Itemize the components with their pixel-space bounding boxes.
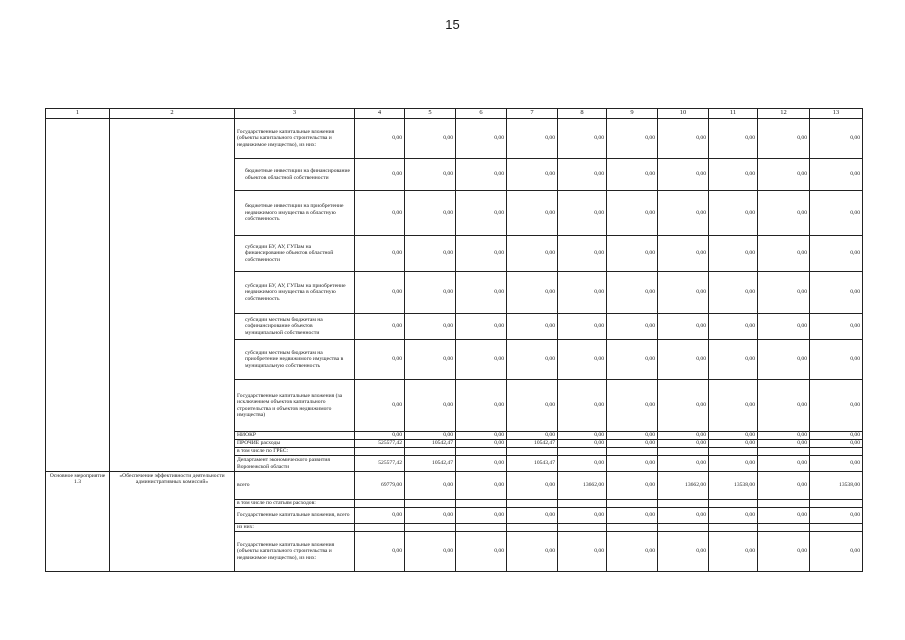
value-cell: 0,00 (507, 119, 558, 159)
value-cell (709, 524, 758, 532)
value-cell: 0,00 (658, 532, 709, 572)
column-number: 11 (709, 109, 758, 119)
value-cell: 0,00 (810, 432, 863, 440)
value-cell: 0,00 (405, 159, 456, 191)
expense-label: из них: (235, 524, 355, 532)
value-cell: 0,00 (507, 432, 558, 440)
activity-title-cell: «Обеспечение эффективности деятельности административных комиссий» (110, 472, 235, 572)
expense-label: бюджетные инвестиции на финансирование объектов областной собственности (235, 159, 355, 191)
value-cell: 0,00 (658, 159, 709, 191)
expense-label: всего (235, 472, 355, 500)
value-cell: 0,00 (758, 432, 810, 440)
value-cell: 0,00 (709, 191, 758, 236)
value-cell: 0,00 (607, 340, 658, 380)
value-cell: 13538,00 (709, 472, 758, 500)
value-cell (405, 524, 456, 532)
value-cell: 0,00 (758, 472, 810, 500)
value-cell (355, 448, 405, 456)
value-cell: 0,00 (507, 508, 558, 524)
value-cell: 0,00 (758, 314, 810, 340)
value-cell: 0,00 (709, 432, 758, 440)
value-cell: 525577,42 (355, 456, 405, 472)
value-cell (607, 524, 658, 532)
value-cell: 0,00 (709, 440, 758, 448)
expense-label: Государственные капитальные вложения (за исключением объектов капитального строительства и объектов недвижимого имущества) (235, 380, 355, 432)
value-cell (507, 448, 558, 456)
value-cell: 0,00 (507, 314, 558, 340)
value-cell: 0,00 (456, 472, 507, 500)
value-cell: 0,00 (758, 236, 810, 272)
table-row (46, 119, 863, 159)
value-cell (355, 500, 405, 508)
value-cell: 0,00 (607, 472, 658, 500)
value-cell: 0,00 (658, 236, 709, 272)
value-cell: 0,00 (507, 532, 558, 572)
expense-label: Государственные капитальные вложения (объекты капитального строительства и недвижимое имущество), из них: (235, 119, 355, 159)
value-cell: 0,00 (810, 272, 863, 314)
value-cell (558, 524, 607, 532)
value-cell: 0,00 (456, 456, 507, 472)
value-cell: 0,00 (658, 191, 709, 236)
value-cell: 0,00 (456, 314, 507, 340)
value-cell: 0,00 (456, 191, 507, 236)
value-cell: 0,00 (810, 440, 863, 448)
value-cell: 0,00 (810, 340, 863, 380)
value-cell (607, 500, 658, 508)
value-cell (810, 448, 863, 456)
value-cell: 0,00 (405, 272, 456, 314)
value-cell: 0,00 (810, 508, 863, 524)
value-cell: 0,00 (810, 119, 863, 159)
value-cell: 0,00 (558, 508, 607, 524)
column-number: 12 (758, 109, 810, 119)
column-number: 7 (507, 109, 558, 119)
value-cell: 0,00 (658, 340, 709, 380)
value-cell: 0,00 (558, 272, 607, 314)
value-cell (709, 500, 758, 508)
value-cell: 10543,47 (507, 456, 558, 472)
value-cell: 0,00 (355, 432, 405, 440)
value-cell (709, 448, 758, 456)
value-cell: 0,00 (405, 508, 456, 524)
value-cell (558, 448, 607, 456)
value-cell: 13662,00 (558, 472, 607, 500)
value-cell: 0,00 (658, 508, 709, 524)
expense-label: в том числе по статьям расходов: (235, 500, 355, 508)
value-cell: 0,00 (355, 119, 405, 159)
value-cell: 0,00 (810, 159, 863, 191)
value-cell: 0,00 (456, 340, 507, 380)
column-number: 9 (607, 109, 658, 119)
expense-label: субсидии местным бюджетам на софинансирование объектов муниципальной собственности (235, 314, 355, 340)
value-cell: 0,00 (405, 432, 456, 440)
value-cell: 10542,47 (405, 440, 456, 448)
expense-label: НИОКР (235, 432, 355, 440)
value-cell: 0,00 (709, 314, 758, 340)
table-row (46, 472, 863, 500)
value-cell: 0,00 (758, 119, 810, 159)
value-cell: 0,00 (810, 236, 863, 272)
column-number: 13 (810, 109, 863, 119)
value-cell: 0,00 (355, 508, 405, 524)
value-cell: 0,00 (758, 440, 810, 448)
value-cell (758, 524, 810, 532)
expense-label: субсидии местным бюджетам на приобретение недвижимого имущества в муниципальную собственность (235, 340, 355, 380)
value-cell (355, 524, 405, 532)
column-number: 4 (355, 109, 405, 119)
value-cell: 0,00 (558, 380, 607, 432)
value-cell: 0,00 (709, 119, 758, 159)
value-cell: 0,00 (558, 314, 607, 340)
value-cell: 0,00 (558, 432, 607, 440)
table-header-row (46, 109, 863, 119)
value-cell: 0,00 (810, 456, 863, 472)
value-cell: 0,00 (355, 340, 405, 380)
value-cell: 10542,47 (507, 440, 558, 448)
column-number: 6 (456, 109, 507, 119)
value-cell: 0,00 (758, 272, 810, 314)
value-cell: 0,00 (758, 532, 810, 572)
value-cell: 525577,42 (355, 440, 405, 448)
value-cell: 0,00 (355, 532, 405, 572)
value-cell: 0,00 (558, 159, 607, 191)
value-cell: 0,00 (607, 191, 658, 236)
value-cell: 0,00 (709, 532, 758, 572)
value-cell: 0,00 (810, 191, 863, 236)
value-cell: 0,00 (658, 119, 709, 159)
value-cell: 0,00 (558, 236, 607, 272)
value-cell (810, 500, 863, 508)
value-cell: 69779,00 (355, 472, 405, 500)
value-cell: 13662,00 (658, 472, 709, 500)
value-cell (456, 448, 507, 456)
value-cell: 0,00 (709, 272, 758, 314)
expense-label: Государственные капитальные вложения (объекты капитального строительства и недвижимое имущество), из них: (235, 532, 355, 572)
value-cell (507, 500, 558, 508)
value-cell: 0,00 (709, 456, 758, 472)
expense-label: Государственные капитальные вложения, всего (235, 508, 355, 524)
value-cell: 0,00 (658, 456, 709, 472)
value-cell: 0,00 (355, 159, 405, 191)
value-cell: 0,00 (355, 380, 405, 432)
value-cell: 0,00 (658, 380, 709, 432)
value-cell: 0,00 (709, 159, 758, 191)
value-cell (758, 448, 810, 456)
value-cell (456, 500, 507, 508)
column-number: 10 (658, 109, 709, 119)
value-cell: 0,00 (810, 380, 863, 432)
value-cell (507, 524, 558, 532)
value-cell: 0,00 (810, 314, 863, 340)
value-cell: 0,00 (507, 272, 558, 314)
value-cell (758, 500, 810, 508)
budget-table (45, 108, 863, 572)
value-cell: 0,00 (758, 380, 810, 432)
value-cell: 0,00 (507, 472, 558, 500)
value-cell: 0,00 (355, 236, 405, 272)
value-cell: 0,00 (758, 159, 810, 191)
column-number: 8 (558, 109, 607, 119)
value-cell: 0,00 (558, 456, 607, 472)
value-cell: 0,00 (607, 440, 658, 448)
value-cell: 0,00 (658, 440, 709, 448)
value-cell: 0,00 (607, 380, 658, 432)
value-cell: 0,00 (607, 508, 658, 524)
value-cell: 0,00 (607, 314, 658, 340)
expense-label: субсидии БУ, АУ, ГУПам на финансирование объектов областной собственности (235, 236, 355, 272)
column-number: 2 (110, 109, 235, 119)
activity-name-cell (110, 119, 235, 472)
value-cell: 0,00 (507, 191, 558, 236)
value-cell (810, 524, 863, 532)
value-cell: 0,00 (658, 432, 709, 440)
value-cell: 0,00 (558, 191, 607, 236)
value-cell: 0,00 (507, 380, 558, 432)
column-number: 1 (46, 109, 110, 119)
expense-label: Департамент экономического развития Воронежской области (235, 456, 355, 472)
value-cell: 0,00 (456, 440, 507, 448)
value-cell (658, 524, 709, 532)
value-cell: 0,00 (709, 236, 758, 272)
column-number: 5 (405, 109, 456, 119)
page-number: 15 (445, 17, 460, 32)
column-number: 3 (235, 109, 355, 119)
value-cell: 0,00 (607, 236, 658, 272)
value-cell: 0,00 (355, 272, 405, 314)
value-cell: 0,00 (456, 119, 507, 159)
value-cell: 0,00 (355, 314, 405, 340)
value-cell: 0,00 (607, 432, 658, 440)
value-cell: 0,00 (355, 191, 405, 236)
value-cell: 0,00 (558, 532, 607, 572)
value-cell: 0,00 (709, 380, 758, 432)
value-cell: 0,00 (456, 272, 507, 314)
value-cell: 0,00 (607, 159, 658, 191)
value-cell: 0,00 (607, 532, 658, 572)
value-cell: 13538,00 (810, 472, 863, 500)
value-cell: 0,00 (607, 272, 658, 314)
value-cell: 0,00 (405, 314, 456, 340)
value-cell: 0,00 (456, 236, 507, 272)
value-cell: 0,00 (405, 380, 456, 432)
value-cell (658, 448, 709, 456)
value-cell: 0,00 (758, 456, 810, 472)
value-cell: 0,00 (405, 532, 456, 572)
expense-label: в том числе по ГРБС: (235, 448, 355, 456)
value-cell: 0,00 (758, 191, 810, 236)
expense-label: бюджетные инвестиции на приобретение недвижимого имущества в областную собственность (235, 191, 355, 236)
value-cell: 0,00 (658, 314, 709, 340)
value-cell: 0,00 (405, 119, 456, 159)
value-cell: 0,00 (456, 380, 507, 432)
value-cell: 0,00 (405, 472, 456, 500)
value-cell: 10542,47 (405, 456, 456, 472)
value-cell: 0,00 (456, 159, 507, 191)
value-cell: 0,00 (810, 532, 863, 572)
value-cell: 0,00 (607, 119, 658, 159)
value-cell: 0,00 (405, 191, 456, 236)
value-cell: 0,00 (658, 272, 709, 314)
value-cell (607, 448, 658, 456)
activity-code-cell: Основное мероприятие 1.3 (46, 472, 110, 572)
value-cell: 0,00 (507, 236, 558, 272)
value-cell: 0,00 (558, 119, 607, 159)
value-cell: 0,00 (558, 340, 607, 380)
value-cell: 0,00 (758, 508, 810, 524)
value-cell (456, 524, 507, 532)
value-cell: 0,00 (507, 340, 558, 380)
expense-label: ПРОЧИЕ расходы (235, 440, 355, 448)
program-name-cell (46, 119, 110, 472)
value-cell: 0,00 (558, 440, 607, 448)
value-cell: 0,00 (507, 159, 558, 191)
value-cell: 0,00 (607, 456, 658, 472)
value-cell: 0,00 (758, 340, 810, 380)
value-cell (405, 448, 456, 456)
value-cell (405, 500, 456, 508)
value-cell (658, 500, 709, 508)
value-cell (558, 500, 607, 508)
value-cell: 0,00 (709, 508, 758, 524)
value-cell: 0,00 (456, 508, 507, 524)
value-cell: 0,00 (405, 340, 456, 380)
value-cell: 0,00 (456, 432, 507, 440)
value-cell: 0,00 (709, 340, 758, 380)
value-cell: 0,00 (456, 532, 507, 572)
expense-label: субсидии БУ, АУ, ГУПам на приобретение недвижимого имущества в областную собственность (235, 272, 355, 314)
value-cell: 0,00 (405, 236, 456, 272)
